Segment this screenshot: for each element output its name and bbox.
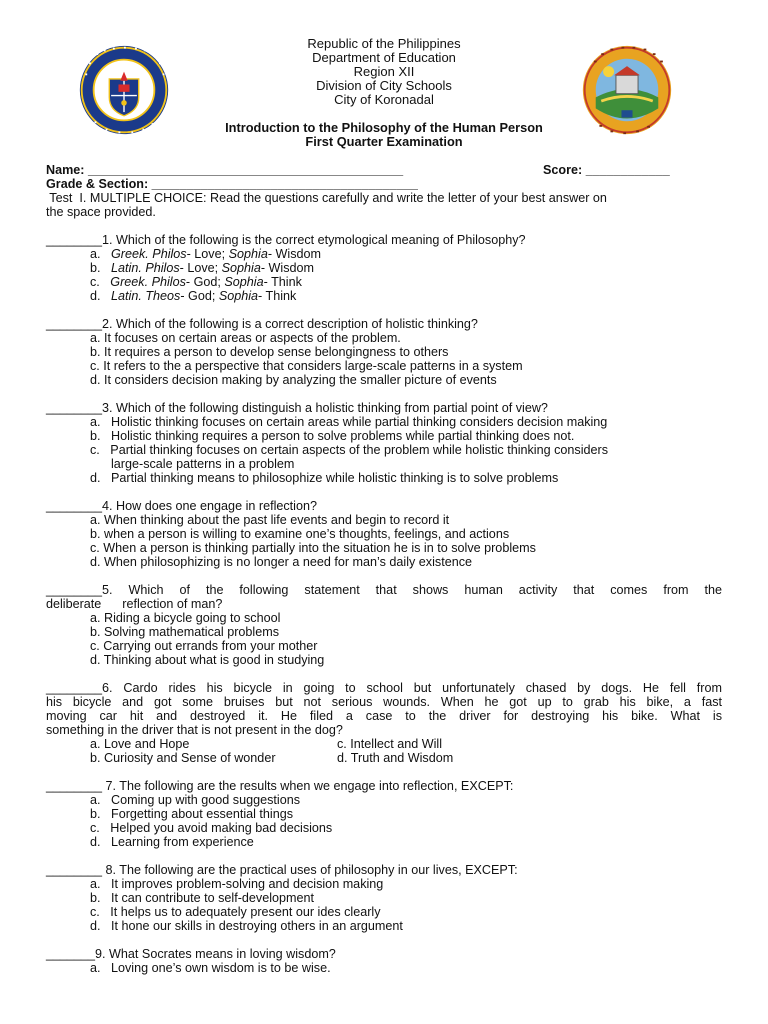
option-text: - God;: [180, 289, 219, 303]
option-text: - Think: [258, 289, 297, 303]
option-text: - Love;: [186, 247, 229, 261]
q7-option-c: c. Helped you avoid making bad decisions: [90, 821, 333, 835]
header-department: Department of Education: [312, 50, 456, 65]
option-term: Sophia: [228, 247, 268, 261]
q2-option-b: b. It requires a person to develop sense belongingness to others: [90, 345, 449, 359]
q9-option-a: a. Loving one’s own wisdom is to be wise.: [90, 961, 331, 975]
q4-option-d: d. When philosophizing is no longer a need for man’s daily existence: [90, 555, 473, 569]
q1-option-d: [90, 289, 296, 303]
option-term: Greek. Philos: [111, 247, 187, 261]
name-label: Name:: [46, 163, 85, 177]
name-row: [46, 163, 403, 177]
option-letter: c.: [90, 275, 100, 289]
header-division: Division of City Schools: [316, 78, 452, 93]
q6-option-c: c. Intellect and Will: [337, 737, 442, 751]
q6-option-b: b. Curiosity and Sense of wonder: [90, 751, 276, 765]
question-6-stem-line-4: something in the driver that is not present in the dog?: [46, 723, 343, 737]
q4-option-a: a. When thinking about the past life events and begin to record it: [90, 513, 450, 527]
question-7-stem: ________ 7. The following are the results when we engage into reflection, EXCEPT:: [46, 779, 514, 793]
q1-option-a: [90, 247, 321, 261]
q4-option-c: c. When a person is thinking partially into the situation he is in to solve problems: [90, 541, 536, 555]
option-text: - Love;: [179, 261, 222, 275]
option-text: - Think: [263, 275, 302, 289]
q5-option-a: a. Riding a bicycle going to school: [90, 611, 281, 625]
instructions-line-2: the space provided.: [46, 205, 156, 219]
q7-option-d: d. Learning from experience: [90, 835, 254, 849]
grade-section-blank: ______________________________________: [151, 177, 418, 191]
q3-option-c: c. Partial thinking focuses on certain aspects of the problem while holistic thinking considers: [90, 443, 609, 457]
option-letter: d.: [90, 289, 101, 303]
question-2-stem: ________2. Which of the following is a correct description of holistic thinking?: [46, 317, 478, 331]
question-6-stem-line-2: his bicycle and got some bruises but not serious wounds. When he got up to grab his bike, a fast: [46, 695, 722, 709]
q3-option-c-continued: large-scale patterns in a problem: [90, 457, 295, 471]
q6-option-d: d. Truth and Wisdom: [337, 751, 454, 765]
question-9-stem: _______9. What Socrates means in loving wisdom?: [46, 947, 336, 961]
q8-option-c: c. It helps us to adequately present our ides clearly: [90, 905, 381, 919]
question-5-stem-line-2: deliberate reflection of man?: [46, 597, 223, 611]
option-letter: b.: [90, 261, 101, 275]
grade-section-row: [46, 177, 418, 191]
question-5-stem-line-1: ________5. Which of the following statement that shows human activity that comes from the: [46, 583, 722, 597]
q5-option-c: c. Carrying out errands from your mother: [90, 639, 318, 653]
q1-option-b: [90, 261, 314, 275]
school-header: [200, 37, 568, 107]
q3-option-a: a. Holistic thinking focuses on certain areas while partial thinking considers decision making: [90, 415, 608, 429]
q5-option-d: d. Thinking about what is good in studying: [90, 653, 325, 667]
q1-option-c: [90, 275, 302, 289]
q2-option-d: d. It considers decision making by analyzing the smaller picture of events: [90, 373, 497, 387]
header-region: Region XII: [353, 64, 415, 79]
option-text: - Wisdom: [260, 261, 315, 275]
name-blank: _____________________________________________: [88, 163, 404, 177]
question-6-stem-line-3: moving car hit and destroyed it. He filed a case to the driver for destroying his bike. What is: [46, 709, 722, 723]
question-6-stem-line-1: ________6. Cardo rides his bicycle in going to school but unfortunately chased by dogs. He fell from: [46, 681, 722, 695]
q7-option-a: a. Coming up with good suggestions: [90, 793, 301, 807]
q2-option-a: a. It focuses on certain areas or aspects of the problem.: [90, 331, 401, 345]
header-city: City of Koronadal: [334, 92, 434, 107]
subject-title: Introduction to the Philosophy of the Human Person: [225, 120, 543, 135]
option-term: Sophia: [218, 289, 259, 303]
question-4-stem: ________4. How does one engage in reflection?: [46, 499, 317, 513]
option-term: Latin. Theos: [111, 289, 181, 303]
question-1-stem: ________1. Which of the following is the correct etymological meaning of Philosophy?: [46, 233, 526, 247]
option-text: - Wisdom: [267, 247, 322, 261]
exam-title: [150, 121, 618, 149]
instructions-line-1: Test I. MULTIPLE CHOICE: Read the questions carefully and write the letter of your best answer on: [46, 191, 607, 205]
option-term: Sophia: [221, 261, 261, 275]
q6-option-a: a. Love and Hope: [90, 737, 190, 751]
q8-option-d: d. It hone our skills in destroying others in an argument: [90, 919, 403, 933]
q8-option-b: b. It can contribute to self-development: [90, 891, 315, 905]
score-blank: ____________: [585, 163, 670, 177]
q7-option-b: b. Forgetting about essential things: [90, 807, 294, 821]
q3-option-d: d. Partial thinking means to philosophize while holistic thinking is to solve problems: [90, 471, 559, 485]
option-term: Greek. Philos: [110, 275, 186, 289]
header-republic: Republic of the Philippines: [307, 36, 461, 51]
option-text: - God;: [185, 275, 225, 289]
q8-option-a: a. It improves problem-solving and decision making: [90, 877, 384, 891]
question-8-stem: ________ 8. The following are the practical uses of philosophy in our lives, EXCEPT:: [46, 863, 518, 877]
grade-section-label: Grade & Section:: [46, 177, 149, 191]
option-letter: a.: [90, 247, 101, 261]
option-term: Latin. Philos: [111, 261, 180, 275]
score-label: Score:: [543, 163, 583, 177]
question-3-stem: ________3. Which of the following distinguish a holistic thinking from partial point of view?: [46, 401, 548, 415]
q4-option-b: b. when a person is willing to examine one’s thoughts, feelings, and actions: [90, 527, 510, 541]
exam-name: First Quarter Examination: [305, 134, 463, 149]
q3-option-b: b. Holistic thinking requires a person to solve problems while partial thinking does not.: [90, 429, 575, 443]
q2-option-c: c. It refers to the a perspective that considers large-scale patterns in a system: [90, 359, 523, 373]
score-row: [543, 163, 670, 177]
option-term: Sophia: [224, 275, 264, 289]
q5-option-b: b. Solving mathematical problems: [90, 625, 279, 639]
